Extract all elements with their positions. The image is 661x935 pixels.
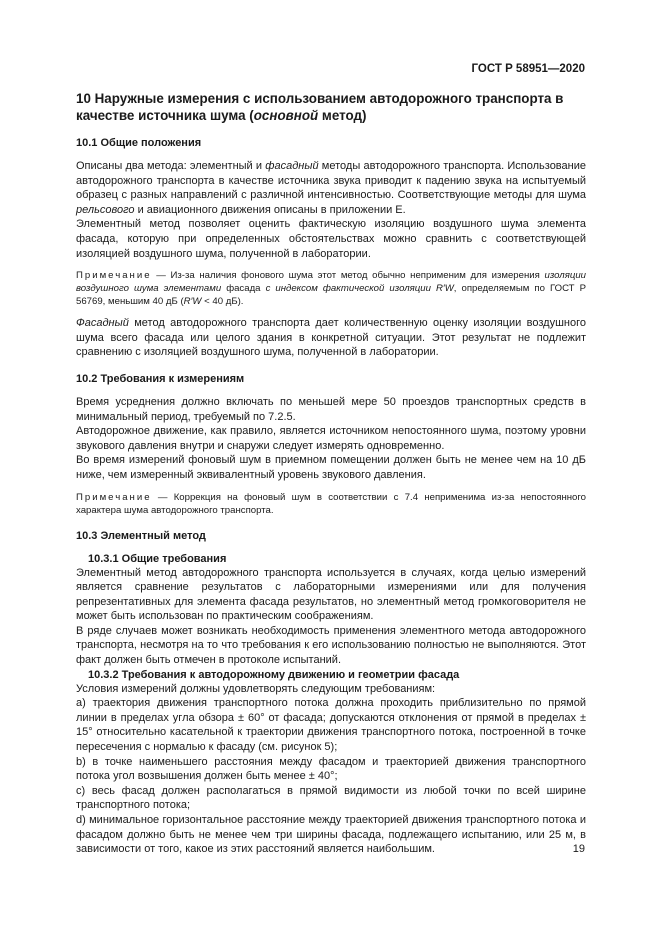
section-10-3-2-title: 10.3.2 Требования к автодорожному движению и геометрии фасада (88, 668, 460, 681)
document-id: ГОСТ Р 58951—2020 (471, 63, 585, 75)
paragraph: Элементный метод автодорожного транспорта используется в случаях, когда целью измерений является сравнение результатов с лабораторными измерениями или для получения репрезентативных для элемента фасада результатов, но элементный метод громкоговорителя не может быть использован по практическим соображениям. (76, 566, 586, 623)
paragraph: Элементный метод позволяет оценить фактическую изоляцию воздушного шума элемента фасада, которую при определенных обстоятельствах можно сравнить с соответствующей изоляцией воздушного шума, полученной в лаборатории. (76, 218, 586, 260)
paragraph: Описаны два метода: элементный и фасадный методы автодорожного транспорта. Использование автодорожного транспорта в качестве источника звука приводит к падению звука на испытуемый образец с разных направлений с различной интенсивностью. Соответствующие методы для шума рельсового и авиационного движения описаны в приложении Е. (76, 160, 586, 216)
section-10-1-title: 10.1 Общие положения (76, 137, 202, 149)
paragraph: Время усреднения должно включать по меньшей мере 50 проездов транспортных средств в минимальный период, требуемый по 7.2.5. (76, 395, 586, 423)
paragraph: Автодорожное движение, как правило, является источником непостоянного шума, поэтому уровни звукового давления внутри и снаружи следует измерять одновременно. (76, 425, 586, 452)
list-item: d) минимальное горизонтальное расстояние между траекторией движения транспортного потока и фасадом должно быть не менее чем три ширины фасада, подлежащего испытанию, или 25 м, в зависимости от того, какое из этих расстояний является наибольшим. (76, 814, 586, 856)
list-item: а) траектория движения транспортного потока должна проходить приблизительно по прямой линии в пределах угла обзора ± 60° от фасада; допускаются отклонения от прямой в пределах ± 15° относительно касательной к траектории движения транспортного потока, построенной в точке пересечения с нормалью к фасаду (см. рисунок 5); (76, 697, 586, 754)
section-10-3-1-title: 10.3.1 Общие требования (88, 552, 227, 565)
paragraph: Во время измерений фоновый шум в приемном помещении должен быть не менее чем на 10 дБ ниже, чем измеренный эквивалентный уровень звукового давления. (76, 454, 586, 481)
section-10-3-title: 10.3 Элементный метод (76, 529, 206, 542)
paragraph: Условия измерений должны удовлетворять следующим требованиям: (76, 682, 436, 695)
section-10-2-title: 10.2 Требования к измерениям (76, 372, 245, 385)
paragraph: Фасадный метод автодорожного транспорта дает количественную оценку изоляции воздушного шума всего фасада или целого здания в конкретной ситуации. Этот результат не подлежит сравнению с изоляцией воздушного шума, полученной в лаборатории. (76, 317, 586, 359)
page-content (76, 90, 586, 857)
note: Примечание — Из-за наличия фонового шума этот метод обычно неприменим для измерения изоляции воздушного шума элементами фасада с индексом фактической изоляции R′W, определяемым по ГОСТ Р 56769, меньшим 40 дБ (R′W < 40 дБ). (76, 270, 586, 308)
note: Примечание — Коррекция на фоновый шум в соответствии с 7.4 неприменима из-за непостоянного характера шума автодорожного транспорта. (76, 491, 586, 516)
page-number: 19 (572, 843, 585, 855)
section-10-title: 10 Наружные измерения с использованием автодорожного транспорта в качестве источника шума (основной метод) (76, 91, 564, 123)
list-item: c) весь фасад должен располагаться в прямой видимости из любой точки по всей ширине транспортного потока; (76, 784, 586, 812)
paragraph: В ряде случаев может возникать необходимость применения элементного метода автодорожного транспорта, несмотря на то что требования к его использованию полностью не выполняются. Этот факт должен быть отмечен в протоколе испытаний. (76, 624, 586, 667)
list-item: b) в точке наименьшего расстояния между фасадом и траекторией движения транспортного потока угол возвышения должен быть менее ± 40°; (76, 755, 586, 783)
